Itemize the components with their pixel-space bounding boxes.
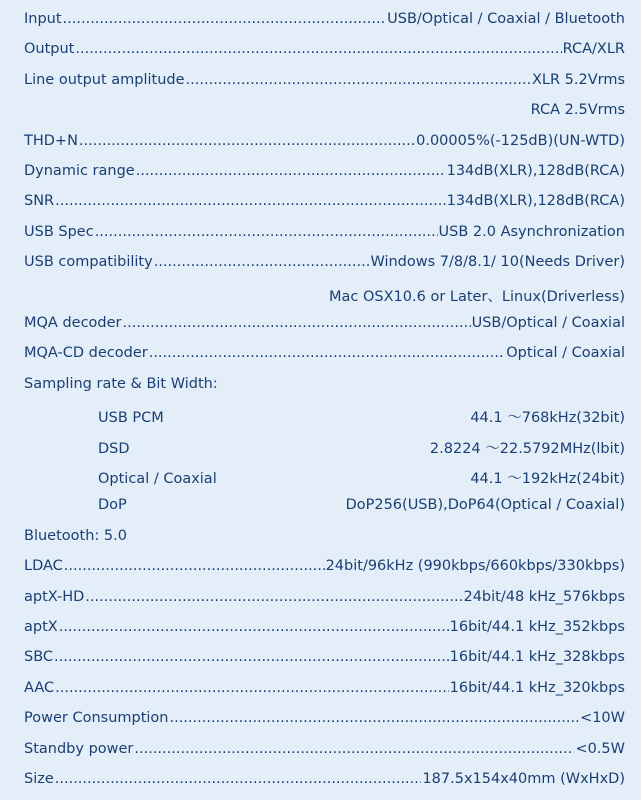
- spec-row: [24, 437, 625, 458]
- spec-row: [24, 467, 625, 488]
- spec-value: USB/Optical / Coaxial / Bluetooth: [387, 11, 625, 27]
- spec-label: SNR: [24, 193, 55, 210]
- spec-row: [24, 102, 625, 118]
- spec-row: [24, 41, 625, 57]
- spec-label: Output: [24, 41, 75, 58]
- spec-row: [24, 771, 625, 787]
- spec-row: [24, 72, 625, 88]
- spec-value: <0.5W: [575, 740, 625, 757]
- spec-value: 16bit/44.1 kHz_352kbps: [449, 619, 625, 635]
- dot-leader: [55, 680, 449, 696]
- spec-label: LDAC: [24, 558, 63, 575]
- dot-leader: [154, 254, 370, 270]
- spec-row: [24, 741, 625, 757]
- spec-label: Bluetooth: 5.0: [24, 527, 127, 544]
- spec-value: 44.1 ～192kHz(24bit): [470, 471, 625, 487]
- spec-value: Mac OSX10.6 or Later、Linux(Driverless): [329, 288, 625, 305]
- spec-label: Input: [24, 11, 62, 27]
- spec-row: [24, 649, 625, 665]
- spec-value: XLR 5.2Vrms: [531, 71, 625, 88]
- spec-value: 2.8224 ～22.5792MHz(lbit): [429, 440, 625, 457]
- spec-label: Optical / Coaxial: [98, 471, 217, 487]
- dot-leader: [134, 741, 574, 757]
- spec-value: USB/Optical / Coaxial: [471, 315, 625, 331]
- spec-value: DoP256(USB),DoP64(Optical / Coaxial): [345, 497, 625, 514]
- dot-leader: [59, 619, 449, 635]
- spec-value: 134dB(XLR),128dB(RCA): [446, 163, 625, 179]
- spec-row: [24, 589, 625, 605]
- spec-label: Power Consumption: [24, 710, 169, 727]
- dot-leader: [55, 771, 422, 787]
- spec-label: THD+N: [24, 132, 78, 149]
- spec-row: [24, 254, 625, 270]
- dot-leader: [64, 558, 325, 574]
- spec-label: MQA decoder: [24, 315, 122, 331]
- dot-leader: [149, 345, 506, 361]
- spec-label: AAC: [24, 679, 55, 696]
- dot-leader: [169, 710, 579, 726]
- spec-label: DSD: [98, 440, 130, 457]
- dot-leader: [79, 133, 415, 149]
- spec-row: [24, 497, 625, 513]
- spec-label: Sampling rate & Bit Width:: [24, 375, 218, 392]
- spec-value: 16bit/44.1 kHz_320kbps: [449, 679, 625, 696]
- spec-row: [24, 558, 625, 574]
- dot-leader: [186, 72, 531, 88]
- spec-value: 24bit/48 kHz_576kbps: [463, 588, 625, 605]
- spec-value: 24bit/96kHz (990kbps/660kbps/330kbps): [325, 558, 625, 575]
- spec-label: aptX-HD: [24, 588, 85, 605]
- dot-leader: [85, 589, 462, 605]
- spec-row: [24, 528, 625, 544]
- spec-value: Windows 7/8/8.1/ 10(Needs Driver): [370, 254, 625, 271]
- spec-label: Standby power: [24, 740, 134, 757]
- spec-row: [24, 224, 625, 240]
- dot-leader: [54, 649, 449, 665]
- spec-row: [24, 376, 625, 392]
- spec-label: Size: [24, 771, 54, 787]
- spec-row: [24, 133, 625, 149]
- spec-row: [24, 406, 625, 427]
- spec-row: [24, 680, 625, 696]
- spec-row: [24, 315, 625, 331]
- spec-row: [24, 285, 625, 306]
- spec-row: [24, 193, 625, 209]
- dot-leader: [136, 163, 446, 179]
- spec-label: USB PCM: [98, 410, 164, 427]
- spec-label: USB Spec: [24, 223, 94, 240]
- dot-leader: [55, 193, 445, 209]
- spec-label: USB compatibility: [24, 254, 153, 271]
- spec-value: 187.5x154x40mm (WxHxD): [422, 771, 625, 787]
- spec-value: Optical / Coaxial: [506, 345, 625, 362]
- spec-value: 134dB(XLR),128dB(RCA): [446, 193, 625, 210]
- spec-value: RCA/XLR: [562, 41, 625, 58]
- spec-label: MQA-CD decoder: [24, 345, 148, 362]
- spec-row: [24, 345, 625, 361]
- spec-row: [24, 11, 625, 27]
- spec-label: Line output amplitude: [24, 71, 185, 88]
- dot-leader: [63, 11, 387, 27]
- spec-row: [24, 619, 625, 635]
- spec-value: 44.1 ～768kHz(32bit): [470, 410, 625, 427]
- spec-value: RCA 2.5Vrms: [530, 102, 625, 119]
- spec-value: 16bit/44.1 kHz_328kbps: [449, 649, 625, 666]
- dot-leader: [75, 41, 561, 57]
- spec-row: [24, 710, 625, 726]
- dot-leader: [95, 224, 438, 240]
- spec-label: SBC: [24, 649, 54, 666]
- spec-value: 0.00005%(-125dB)(UN-WTD): [416, 132, 625, 149]
- dot-leader: [123, 315, 471, 331]
- spec-value: USB 2.0 Asynchronization: [438, 223, 625, 240]
- spec-label: DoP: [98, 497, 127, 514]
- spec-label: aptX: [24, 619, 58, 635]
- spec-value: <10W: [580, 710, 625, 727]
- spec-row: [24, 163, 625, 179]
- spec-label: Dynamic range: [24, 163, 135, 179]
